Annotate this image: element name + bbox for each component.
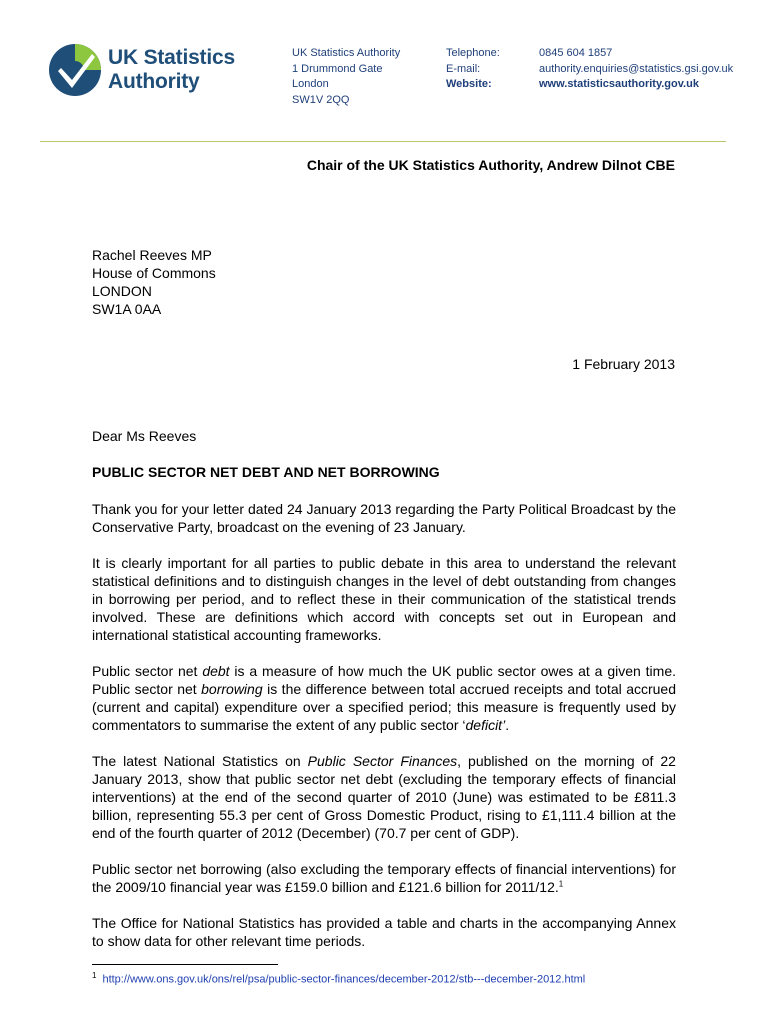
header-divider — [40, 141, 726, 142]
recipient-line: Rachel Reeves MP — [92, 247, 212, 263]
paragraph-2: It is clearly important for all parties to public debate in this area to understand the relevant statistical definitions and to distinguish changes in the level of debt outstanding from changes in borrowing per period, and to reflect these in their communication of the statistical trends involved. These are definitions which accord with concepts set out in European and international statistical accounting frameworks. — [92, 555, 676, 643]
p3-borrowing-term: borrowing — [201, 681, 263, 697]
subject-heading: PUBLIC SECTOR NET DEBT AND NET BORROWING — [92, 464, 440, 480]
footnote-reference[interactable]: 1 — [558, 879, 564, 889]
checkmark-logo-icon — [48, 43, 102, 97]
p3-text: is the difference between total accrued receipts and total accrued (current and capital) expenditure over a specified period; this measure is frequently used by commentators to summarise the extent of any public sector ‘ — [92, 681, 676, 733]
recipient-line: LONDON — [92, 283, 152, 299]
telephone-value: 0845 604 1857 — [539, 47, 613, 59]
salutation: Dear Ms Reeves — [92, 428, 197, 444]
paragraph-4 — [92, 752, 676, 842]
sender-address — [292, 46, 400, 108]
p3-deficit-term: deficit’ — [465, 717, 506, 733]
footnote-link[interactable]: http://www.ons.gov.uk/ons/rel/psa/public-sector-finances/december-2012/stb---december-2012.html — [102, 973, 586, 986]
address-line: 1 Drummond Gate — [292, 62, 383, 75]
email-link[interactable]: authority.enquiries@statistics.gsi.gov.uk — [539, 62, 734, 75]
address-line: London — [292, 78, 329, 90]
uk-statistics-authority-logo — [48, 43, 238, 99]
paragraph-1: Thank you for your letter dated 24 January 2013 regarding the Party Political Broadcast by the Conservative Party, broadcast on the evening of 23 January. — [92, 501, 676, 535]
recipient-line: SW1A 0AA — [92, 301, 162, 317]
address-line: UK Statistics Authority — [292, 47, 401, 59]
paragraph-3 — [92, 662, 676, 734]
paragraph-5 — [92, 860, 676, 896]
logo-line-1: UK Statistics — [108, 46, 235, 69]
p5-text: Public sector net borrowing (also excluding the temporary effects of financial interventions) for the 2009/10 financial year was £159.0 billion and £121.6 billion for 2011/12. — [92, 861, 676, 895]
p3-text: is a measure of how much the UK public sector owes at a given time. Public sector net — [92, 663, 677, 697]
website-label: Website: — [446, 78, 492, 90]
p4-publication-title: Public Sector Finances — [307, 753, 458, 769]
telephone-label: Telephone: — [446, 47, 500, 59]
chair-line: Chair of the UK Statistics Authority, Andrew Dilnot CBE — [306, 157, 675, 173]
email-label: E-mail: — [446, 62, 481, 75]
website-link[interactable]: www.statisticsauthority.gov.uk — [539, 78, 699, 90]
footnote — [92, 971, 585, 986]
p3-text: . — [505, 717, 510, 733]
contact-values — [539, 46, 733, 93]
recipient-address — [92, 246, 216, 318]
logo-wordmark — [108, 46, 235, 94]
p3-debt-term: debt — [202, 663, 230, 679]
address-line: SW1V 2QQ — [292, 93, 350, 106]
contact-labels — [446, 46, 500, 93]
p4-text: The latest National Statistics on — [92, 753, 308, 769]
paragraph-6: The Office for National Statistics has provided a table and charts in the accompanying Annex to show data for other relevant time periods. — [92, 915, 676, 949]
p4-text: , published on the morning of 22 January 2013, show that public sector net debt (excluding the temporary effects of financial interventions) at the end of the second quarter of 2010 (June) was estimated to be £811.3 billion, representing 55.3 per cent of Gross Domestic Product, rising to £1,111.4 billion at the end of the fourth quarter of 2012 (December) (70.7 per cent of GDP). — [92, 753, 676, 841]
p3-text: Public sector net — [92, 663, 203, 679]
footnote-divider — [92, 964, 278, 965]
recipient-line: House of Commons — [92, 265, 216, 281]
footnote-number: 1 — [92, 971, 97, 980]
letter-date: 1 February 2013 — [572, 356, 675, 372]
logo-line-2: Authority — [108, 70, 200, 93]
